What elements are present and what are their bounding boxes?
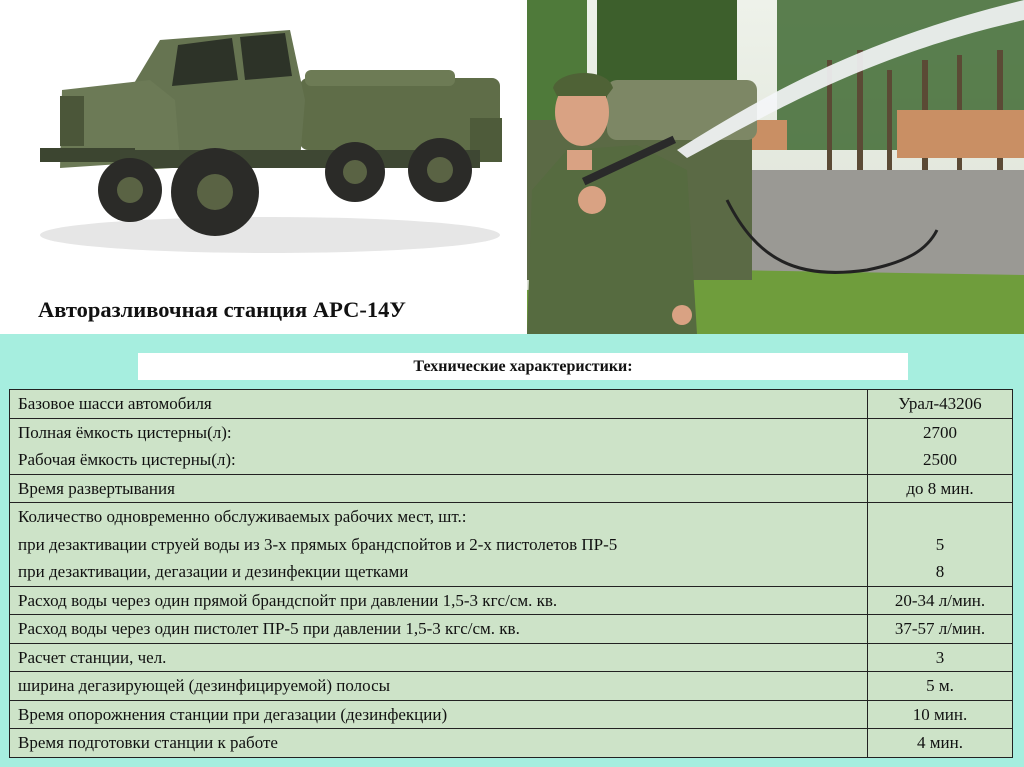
table-row	[10, 474, 1013, 503]
soldier-photo	[527, 0, 1024, 334]
spec-value-cell	[868, 615, 1013, 644]
spec-label: при дезактивации, дегазации и дезинфекции щетками	[18, 562, 409, 581]
spec-label-cell	[10, 700, 868, 729]
spec-label: при дезактивации струей воды из 3-х прямых брандспойтов и 2-х пистолетов ПР-5	[18, 534, 618, 554]
spec-label: Рабочая ёмкость цистерны(л):	[18, 450, 236, 469]
spec-value-cell	[868, 474, 1013, 503]
spec-label: Базовое шасси автомобиля	[18, 394, 212, 413]
spec-value-cell	[868, 418, 1013, 474]
spec-value-cell	[868, 390, 1013, 419]
spec-value: 4 мин.	[917, 733, 963, 752]
spec-value: Урал-43206	[898, 394, 982, 413]
spec-value-cell	[868, 586, 1013, 615]
spec-label: Расход воды через один прямой брандспойт при давлении 1,5-3 кгс/см. кв.	[18, 590, 558, 610]
spec-value: 20-34 л/мин.	[894, 590, 986, 610]
spec-value	[876, 503, 1004, 531]
spec-value-cell	[868, 700, 1013, 729]
spec-label: ширина дегазирующей (дезинфицируемой) полосы	[18, 676, 391, 695]
spec-value: 2500	[923, 450, 957, 469]
table-row	[10, 503, 1013, 587]
table-row	[10, 700, 1013, 729]
table-row	[10, 615, 1013, 644]
spec-label-cell	[10, 503, 868, 587]
spec-value: 10 мин.	[912, 704, 968, 724]
table-row	[10, 643, 1013, 672]
spec-value: 2700	[923, 422, 957, 442]
spec-label-cell	[10, 586, 868, 615]
table-row	[10, 586, 1013, 615]
spec-label: Время опорожнения станции при дегазации (дезинфекции)	[18, 704, 448, 724]
spec-value: 5 м.	[926, 676, 954, 695]
table-row	[10, 729, 1013, 758]
table-row	[10, 418, 1013, 474]
specs-table-title: Технические характеристики:	[138, 353, 908, 380]
spec-label: Время подготовки станции к работе	[18, 733, 278, 752]
top-photo-area	[0, 0, 1024, 334]
spec-label: Время развертывания	[18, 478, 175, 498]
spec-label-cell	[10, 615, 868, 644]
spec-label-cell	[10, 729, 868, 758]
spec-value: 3	[935, 647, 945, 667]
spec-value-cell	[868, 729, 1013, 758]
spec-value: 5	[935, 534, 945, 554]
spec-value: 37-57 л/мин.	[894, 619, 986, 638]
specs-table	[9, 389, 1013, 758]
truck-photo	[0, 0, 522, 334]
spec-value-cell	[868, 643, 1013, 672]
spec-label-cell	[10, 418, 868, 474]
table-row	[10, 390, 1013, 419]
spec-value: 8	[935, 562, 945, 581]
spec-value: до 8 мин.	[906, 478, 974, 498]
spec-label: Расчет станции, чел.	[18, 647, 167, 667]
spec-label-cell	[10, 643, 868, 672]
spec-label: Полная ёмкость цистерны(л):	[18, 422, 232, 442]
spec-label-cell	[10, 474, 868, 503]
table-row	[10, 672, 1013, 701]
spec-label: Количество одновременно обслуживаемых рабочих мест, шт.:	[18, 507, 467, 526]
spec-label-cell	[10, 390, 868, 419]
spec-label-cell	[10, 672, 868, 701]
figure-caption: Авторазливочная станция АРС-14У	[38, 297, 406, 322]
spec-value-cell	[868, 503, 1013, 587]
spec-label: Расход воды через один пистолет ПР-5 при давлении 1,5-3 кгс/см. кв.	[18, 619, 520, 638]
spec-value-cell	[868, 672, 1013, 701]
